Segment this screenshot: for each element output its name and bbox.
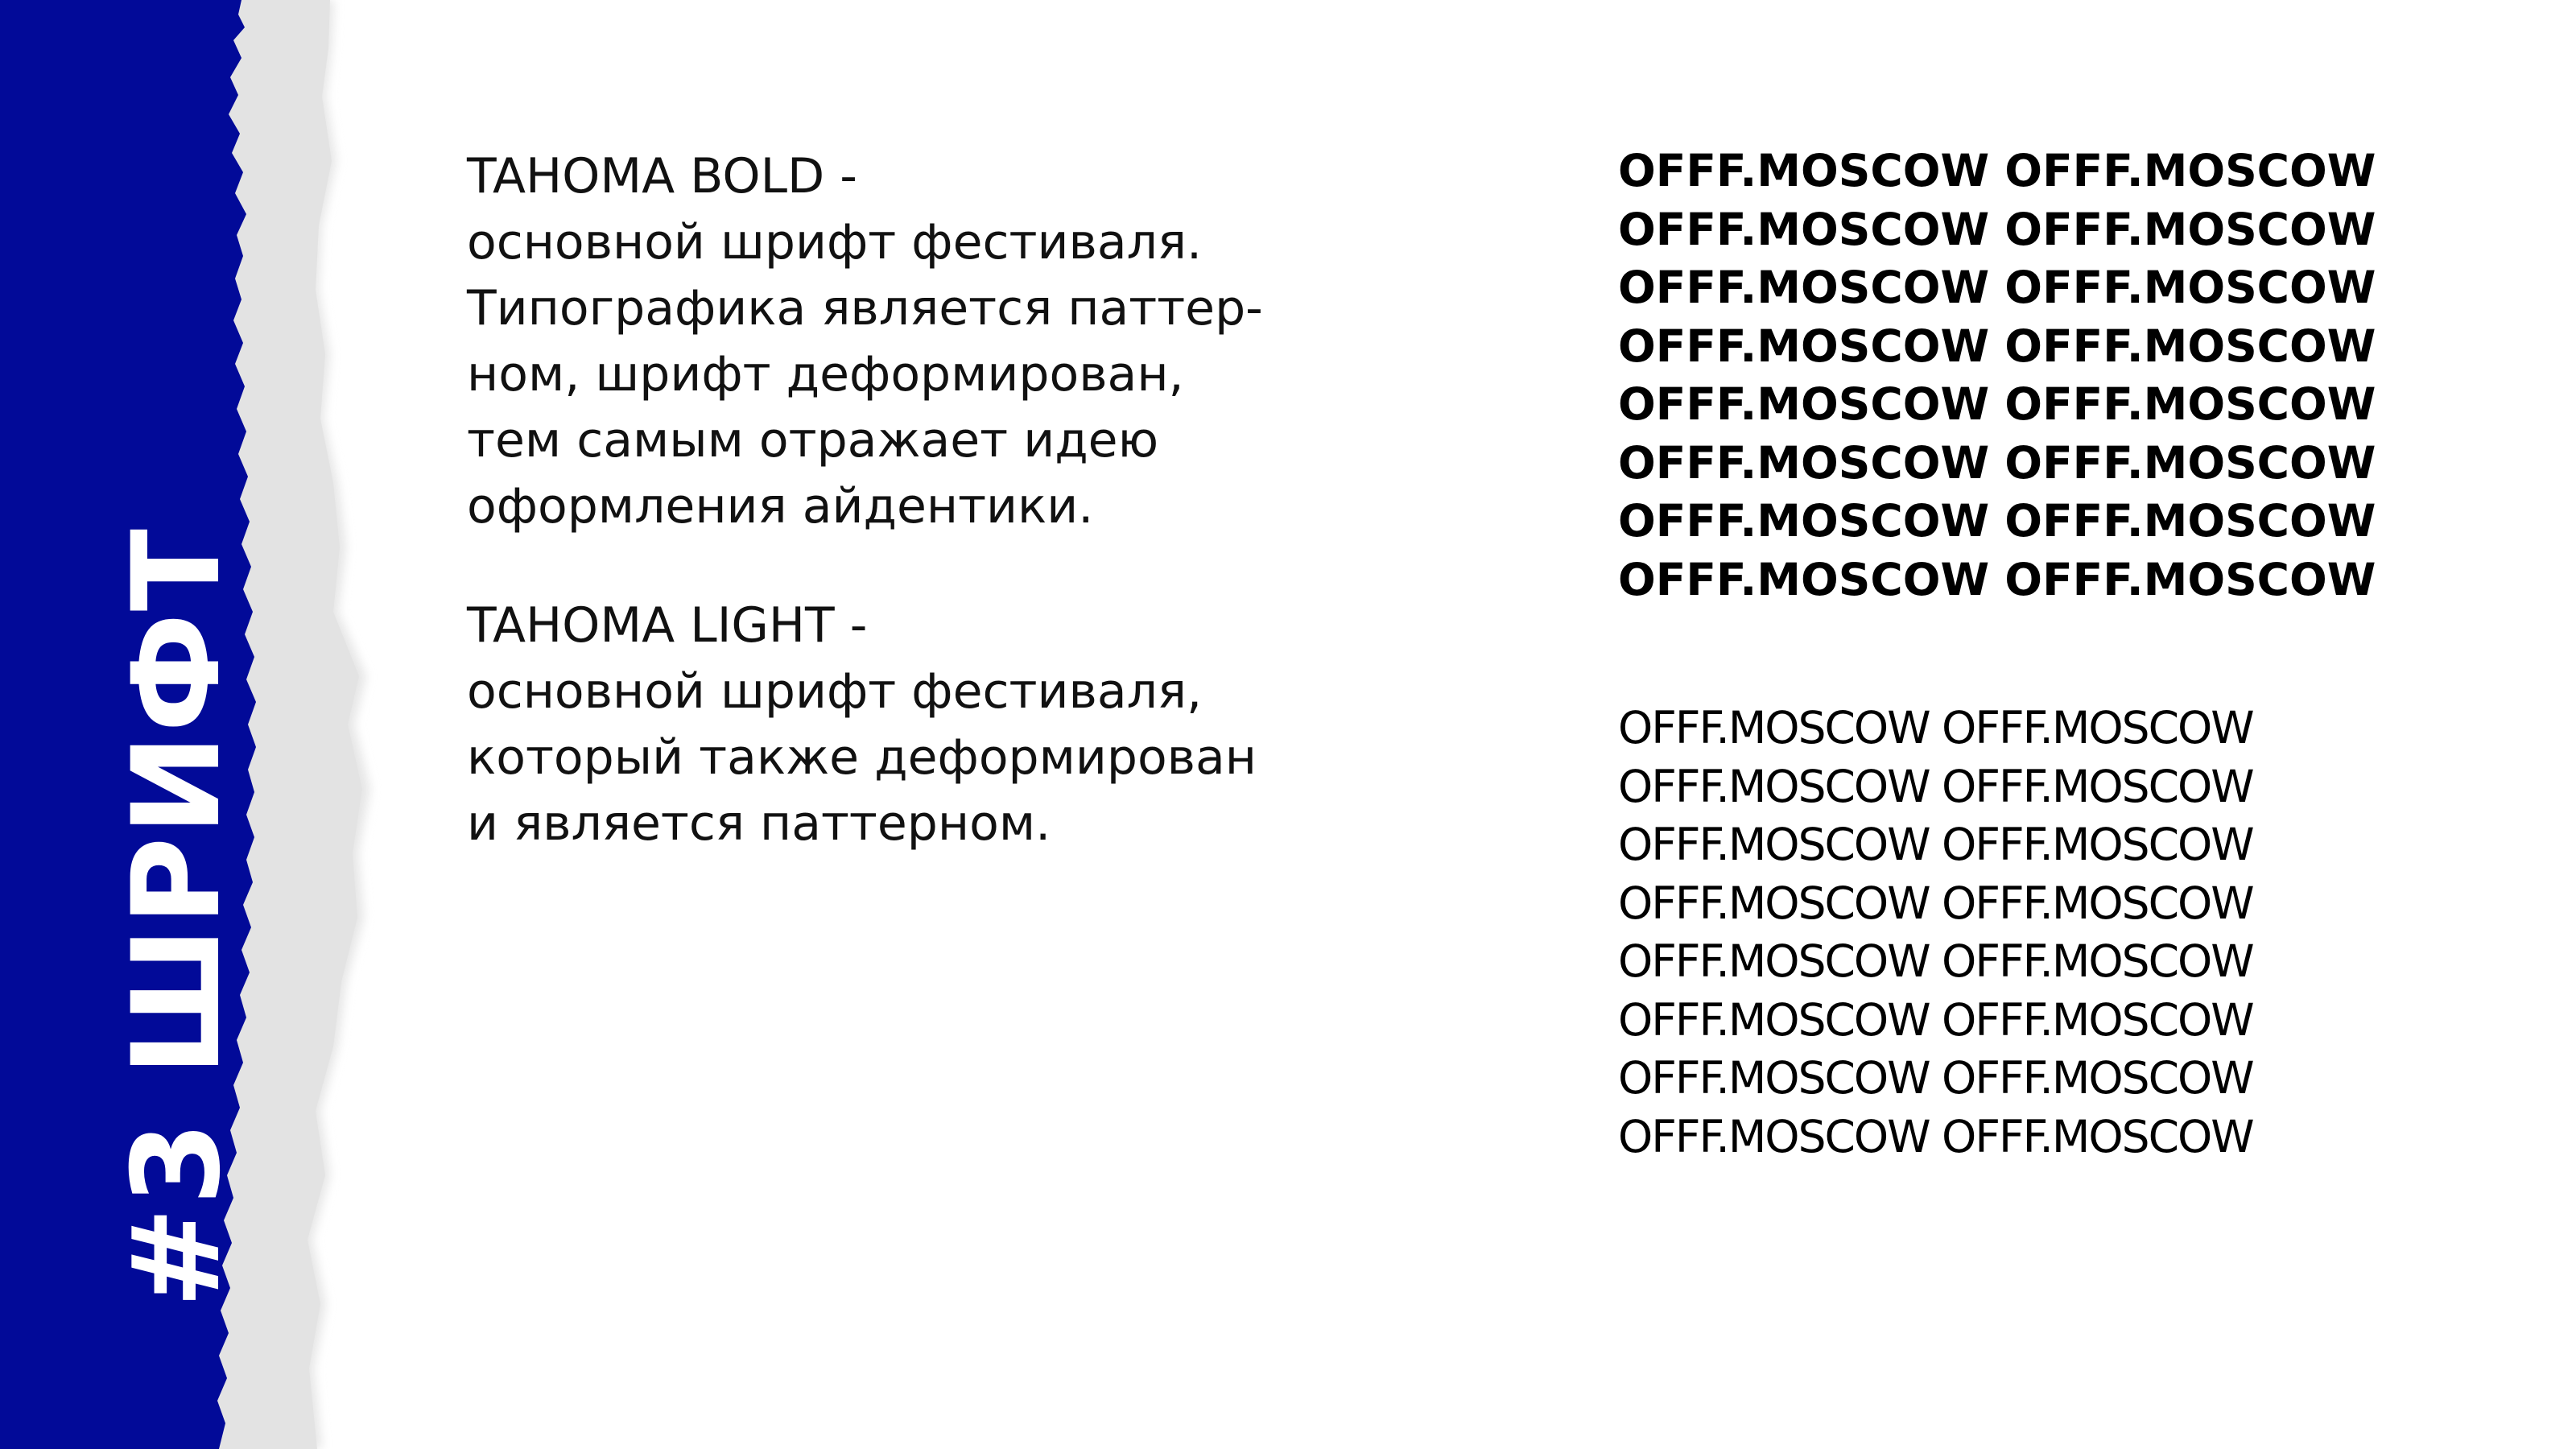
pattern-line-light: OFFF.MOSCOW OFFF.MOSCOW <box>1618 1110 2253 1162</box>
description-line: Типографика является паттер- <box>467 280 1263 336</box>
pattern-line-light: OFFF.MOSCOW OFFF.MOSCOW <box>1618 1052 2253 1104</box>
bold-pattern-sample <box>1618 142 2504 609</box>
tahoma-light-description <box>467 592 1352 857</box>
description-line: оформления айдентики. <box>467 478 1094 535</box>
description-line: основной шрифт фестиваля, <box>467 663 1203 720</box>
pattern-line-light: OFFF.MOSCOW OFFF.MOSCOW <box>1618 760 2253 812</box>
pattern-line-bold: OFFF.MOSCOW OFFF.MOSCOW <box>1618 262 2376 313</box>
description-line: и является паттерном. <box>467 795 1051 852</box>
pattern-line-light: OFFF.MOSCOW OFFF.MOSCOW <box>1618 702 2253 753</box>
pattern-line-bold: OFFF.MOSCOW OFFF.MOSCOW <box>1618 553 2376 605</box>
font-description <box>467 143 1352 910</box>
pattern-line-bold: OFFF.MOSCOW OFFF.MOSCOW <box>1618 320 2376 372</box>
pattern-line-light: OFFF.MOSCOW OFFF.MOSCOW <box>1618 819 2253 870</box>
description-line: который также деформирован <box>467 729 1257 786</box>
description-line: основной шрифт фестиваля. <box>467 214 1203 270</box>
description-line: ном, шрифт деформирован, <box>467 346 1184 402</box>
pattern-line-light: OFFF.MOSCOW OFFF.MOSCOW <box>1618 935 2253 987</box>
pattern-line-light: OFFF.MOSCOW OFFF.MOSCOW <box>1618 877 2253 929</box>
description-line: TAHOMA LIGHT - <box>467 597 868 654</box>
description-line: тем самым отражает идею <box>467 412 1159 469</box>
slide-title: #3 ШРИФТ <box>107 526 247 1309</box>
light-pattern-sample <box>1618 699 2504 1166</box>
description-line: TAHOMA BOLD - <box>467 148 857 204</box>
pattern-line-light: OFFF.MOSCOW OFFF.MOSCOW <box>1618 993 2253 1046</box>
pattern-line-bold: OFFF.MOSCOW OFFF.MOSCOW <box>1618 436 2376 489</box>
pattern-line-bold: OFFF.MOSCOW OFFF.MOSCOW <box>1618 203 2376 255</box>
pattern-line-bold: OFFF.MOSCOW OFFF.MOSCOW <box>1618 378 2376 430</box>
pattern-line-bold: OFFF.MOSCOW OFFF.MOSCOW <box>1618 495 2376 547</box>
pattern-line-bold: OFFF.MOSCOW OFFF.MOSCOW <box>1618 145 2376 196</box>
tahoma-bold-description <box>467 143 1352 539</box>
